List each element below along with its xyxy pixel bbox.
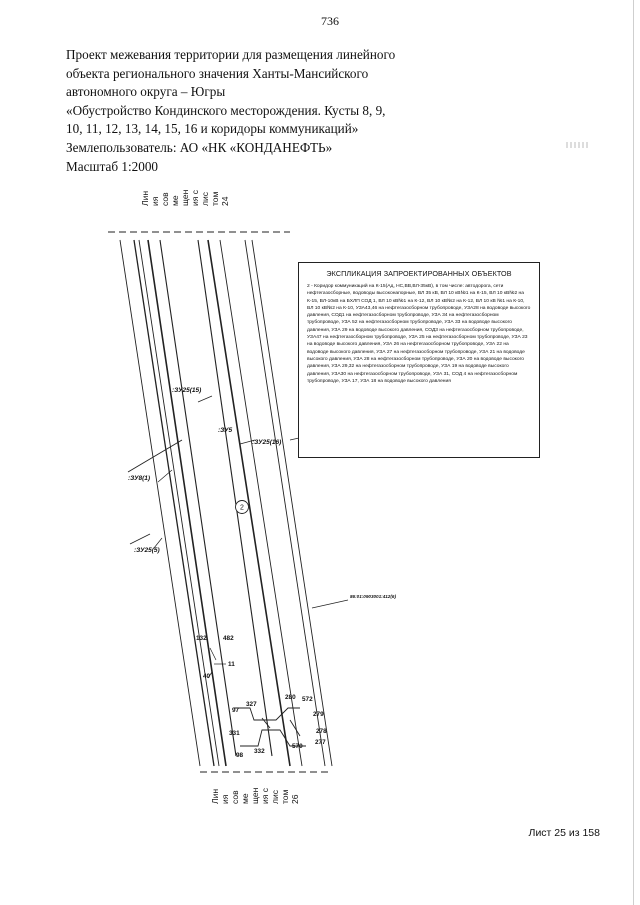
- caption-fragment: ме: [170, 195, 180, 206]
- explication-legend: [298, 262, 540, 458]
- header-line: объекта регионального значения Ханты-Мансийского: [66, 65, 369, 81]
- point-number: 327: [246, 701, 257, 708]
- top-match-caption: [140, 189, 230, 206]
- bottom-match-caption: [210, 787, 300, 804]
- parcel-label: :ЗУ5: [218, 427, 233, 434]
- cadastral-label: 86:01:0903001:412(6): [350, 594, 396, 599]
- leader-line: [210, 648, 216, 660]
- legend-title: ЭКСПЛИКАЦИЯ ЗАПРОЕКТИРОВАННЫХ ОБЪЕКТОВ: [326, 269, 512, 278]
- junction-leader: [262, 718, 270, 728]
- land-user-line: Землепользователь: АО «НК «КОНДАНЕФТЬ»: [66, 139, 333, 155]
- caption-fragment: 24: [220, 196, 230, 206]
- caption-fragment: ия: [220, 794, 230, 804]
- caption-fragment: ия с: [190, 190, 200, 206]
- legend-item-number: 2: [307, 284, 310, 289]
- boundary-line: [208, 240, 290, 766]
- caption-fragment: сов: [160, 192, 170, 206]
- parcel-label: :ЗУ25(16): [252, 439, 282, 446]
- caption-fragment: ия с: [260, 788, 270, 804]
- point-number: 279: [313, 711, 324, 718]
- scale-line: Масштаб 1:2000: [66, 158, 159, 174]
- object-marker-number: 2: [240, 504, 244, 512]
- caption-fragment: сов: [230, 790, 240, 804]
- header-line: 10, 11, 12, 13, 14, 15, 16 и коридоры коммуникаций»: [66, 121, 359, 137]
- boundary-line: [134, 240, 214, 766]
- caption-fragment: щен: [180, 189, 190, 206]
- point-number: 132: [196, 635, 207, 642]
- caption-fragment: щен: [250, 787, 260, 804]
- point-number: 572: [302, 696, 313, 703]
- point-number: 40: [203, 673, 211, 680]
- point-number: 97: [232, 707, 240, 714]
- legend-item-text: - Коридор коммуникаций на К-15(Ад, НС,ВВ,ВЛ-35кВ), в том числе: автодорога, сети нефтегазосборные, водоводы высоконапорные, ВЛ 35 кВ, ВЛ 10 кВ№1 на К-15, ВЛ 10 кВ№2 на К-15, ВЛ-10кВ на БХЛП СОД 1, ВЛ 10 кВ№1 на К-12, ВЛ 10 кВ№2 на К-12, ВЛ 10 кВ №1 на К-10, ВЛ 10 кВ№2 на К-10, УЗА43,46 на нефтегазосборном трубопроводе, УЗА28 на водоводе высокого давления, СОД1 на нефтегазосборном трубопроводе, УЗА 34 на нефтегазосборном трубопроводе, УЗА 52 на нефтегазосборном трубопроводе, УЗА 33 на водоводе высокого давления, УЗА 29 на водоводе высокого давления, СОД3 на нефтегазосборном трубопроводе, УЗА47 на нефтегазосборном трубопроводе, УЗА 25 на нефтегазосборном трубопроводе, УЗА 23 на водоводе высокого давления, УЗА 26 на нефтегазосборном трубопроводе, УЗА 22 на водоводе высокого давления, УЗА 27 на нефтегазосборном трубопроводе, УЗА 21 на водоводе высокого давления, УЗА 28 на нефтегазосборном трубопроводе, УЗА 20 на водоводе высокого давления, УЗА 29,32 на нефтегазосборном трубопроводе, УЗА 19 на водоводе высокого давления, УЗА30 на нефтегазосборном трубопроводе, УЗА 31, СОД 4 на нефтегазосборном трубопроводе, УЗА 17, УЗА 18 на водоводе высокого давления: [307, 284, 531, 384]
- point-number: 278: [316, 728, 327, 735]
- caption-fragment: 26: [290, 794, 300, 804]
- caption-fragment: лис: [200, 192, 210, 206]
- point-number: 570: [292, 743, 303, 750]
- header-line: автономного округа – Югры: [66, 84, 226, 100]
- parcel-label: :ЗУ25(15): [172, 387, 202, 394]
- caption-fragment: лис: [270, 790, 280, 804]
- boundary-line: [220, 240, 302, 766]
- sheet-counter: Лист 25 из 158: [528, 827, 600, 839]
- parcel-label: :ЗУ8(1): [128, 475, 151, 482]
- leader-line: [198, 396, 212, 402]
- crossing-line: [130, 534, 150, 544]
- header-line: «Обустройство Кондинского месторождения. Кусты 8, 9,: [66, 102, 386, 118]
- caption-fragment: том: [280, 789, 290, 804]
- point-number: 280: [285, 694, 296, 701]
- boundary-line: [139, 240, 219, 766]
- point-number: 277: [315, 739, 326, 746]
- legend-item: [307, 283, 531, 385]
- point-number: 11: [228, 661, 235, 668]
- page-number: 736: [321, 14, 339, 28]
- point-number: 331: [229, 730, 240, 737]
- point-number: 332: [254, 748, 265, 755]
- header-line: Проект межевания территории для размещения линейного: [66, 47, 396, 62]
- leader-line: [312, 600, 348, 608]
- caption-fragment: ия: [150, 196, 160, 206]
- point-number: 98: [236, 752, 244, 759]
- caption-fragment: том: [210, 191, 220, 206]
- parcel-label: :ЗУ25(5): [134, 547, 160, 554]
- caption-fragment: Лин: [210, 788, 220, 804]
- caption-fragment: ме: [240, 793, 250, 804]
- point-number: 482: [223, 635, 234, 642]
- boundary-line: [160, 240, 236, 756]
- caption-fragment: Лин: [140, 190, 150, 206]
